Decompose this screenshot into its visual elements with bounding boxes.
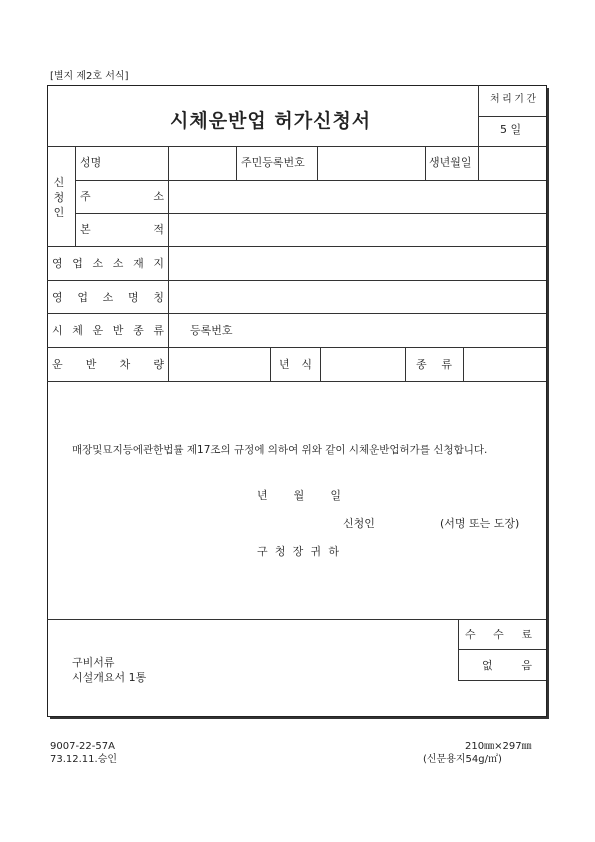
domicile-label: 본 적	[80, 223, 164, 236]
office-name-field[interactable]	[170, 282, 544, 311]
approval-date: 73.12.11.승인	[50, 754, 118, 765]
dob-field[interactable]	[480, 148, 544, 178]
processing-period-value: 5 일	[500, 123, 522, 136]
documents-item: 시설개요서 1통	[72, 671, 147, 684]
model-year-field[interactable]	[322, 349, 403, 379]
documents-label: 구비서류	[72, 656, 115, 669]
paper-type: (신문용지54g/㎡)	[423, 754, 502, 765]
form-title: 시체운반업 허가신청서	[170, 110, 372, 132]
registration-no-label: 등록번호	[190, 324, 233, 337]
application-statement: 매장및묘지등에관한법률 제17조의 규정에 의하여 위와 같이 시체운반업허가를 신청합니다.	[72, 444, 488, 456]
applicant-section-label: 신 청 인	[53, 176, 65, 219]
address-field[interactable]	[170, 182, 544, 211]
name-label: 성명	[80, 156, 102, 169]
frame-shadow-bottom	[50, 717, 549, 719]
paper-size: 210㎜×297㎜	[465, 741, 532, 752]
rrn-field[interactable]	[319, 148, 423, 178]
processing-period-label: 처 리 기 간	[490, 94, 536, 105]
domicile-field[interactable]	[170, 215, 544, 244]
addressee: 구 청 장 귀 하	[257, 545, 339, 558]
frame-shadow-right	[547, 88, 549, 718]
fee-value: 없 음	[482, 659, 532, 672]
date-line: 년 월 일	[257, 489, 341, 502]
kind-label: 종 류	[416, 358, 452, 371]
form-reference: [별지 제2호 서식]	[50, 71, 129, 82]
fee-label: 수 수 료	[465, 628, 532, 641]
signature-note: (서명 또는 도장)	[440, 517, 520, 530]
model-year-label: 년 식	[279, 358, 312, 371]
name-field[interactable]	[170, 148, 234, 178]
signer-label: 신청인	[343, 517, 375, 530]
office-location-field[interactable]	[170, 248, 544, 278]
address-label: 주 소	[80, 190, 164, 203]
kind-field[interactable]	[465, 349, 544, 379]
form-number: 9007-22-57A	[50, 741, 115, 752]
rrn-label: 주민등록번호	[241, 156, 305, 169]
vehicle-field[interactable]	[170, 349, 268, 379]
office-location-label: 영 업 소 소 재 지	[52, 257, 164, 270]
office-name-label: 영 업 소 명 칭	[52, 291, 164, 304]
dob-label: 생년월일	[429, 156, 472, 169]
vehicle-type-label: 시 체 운 반 종 류	[52, 324, 164, 337]
vehicle-label: 운 반 차 량	[52, 358, 164, 371]
